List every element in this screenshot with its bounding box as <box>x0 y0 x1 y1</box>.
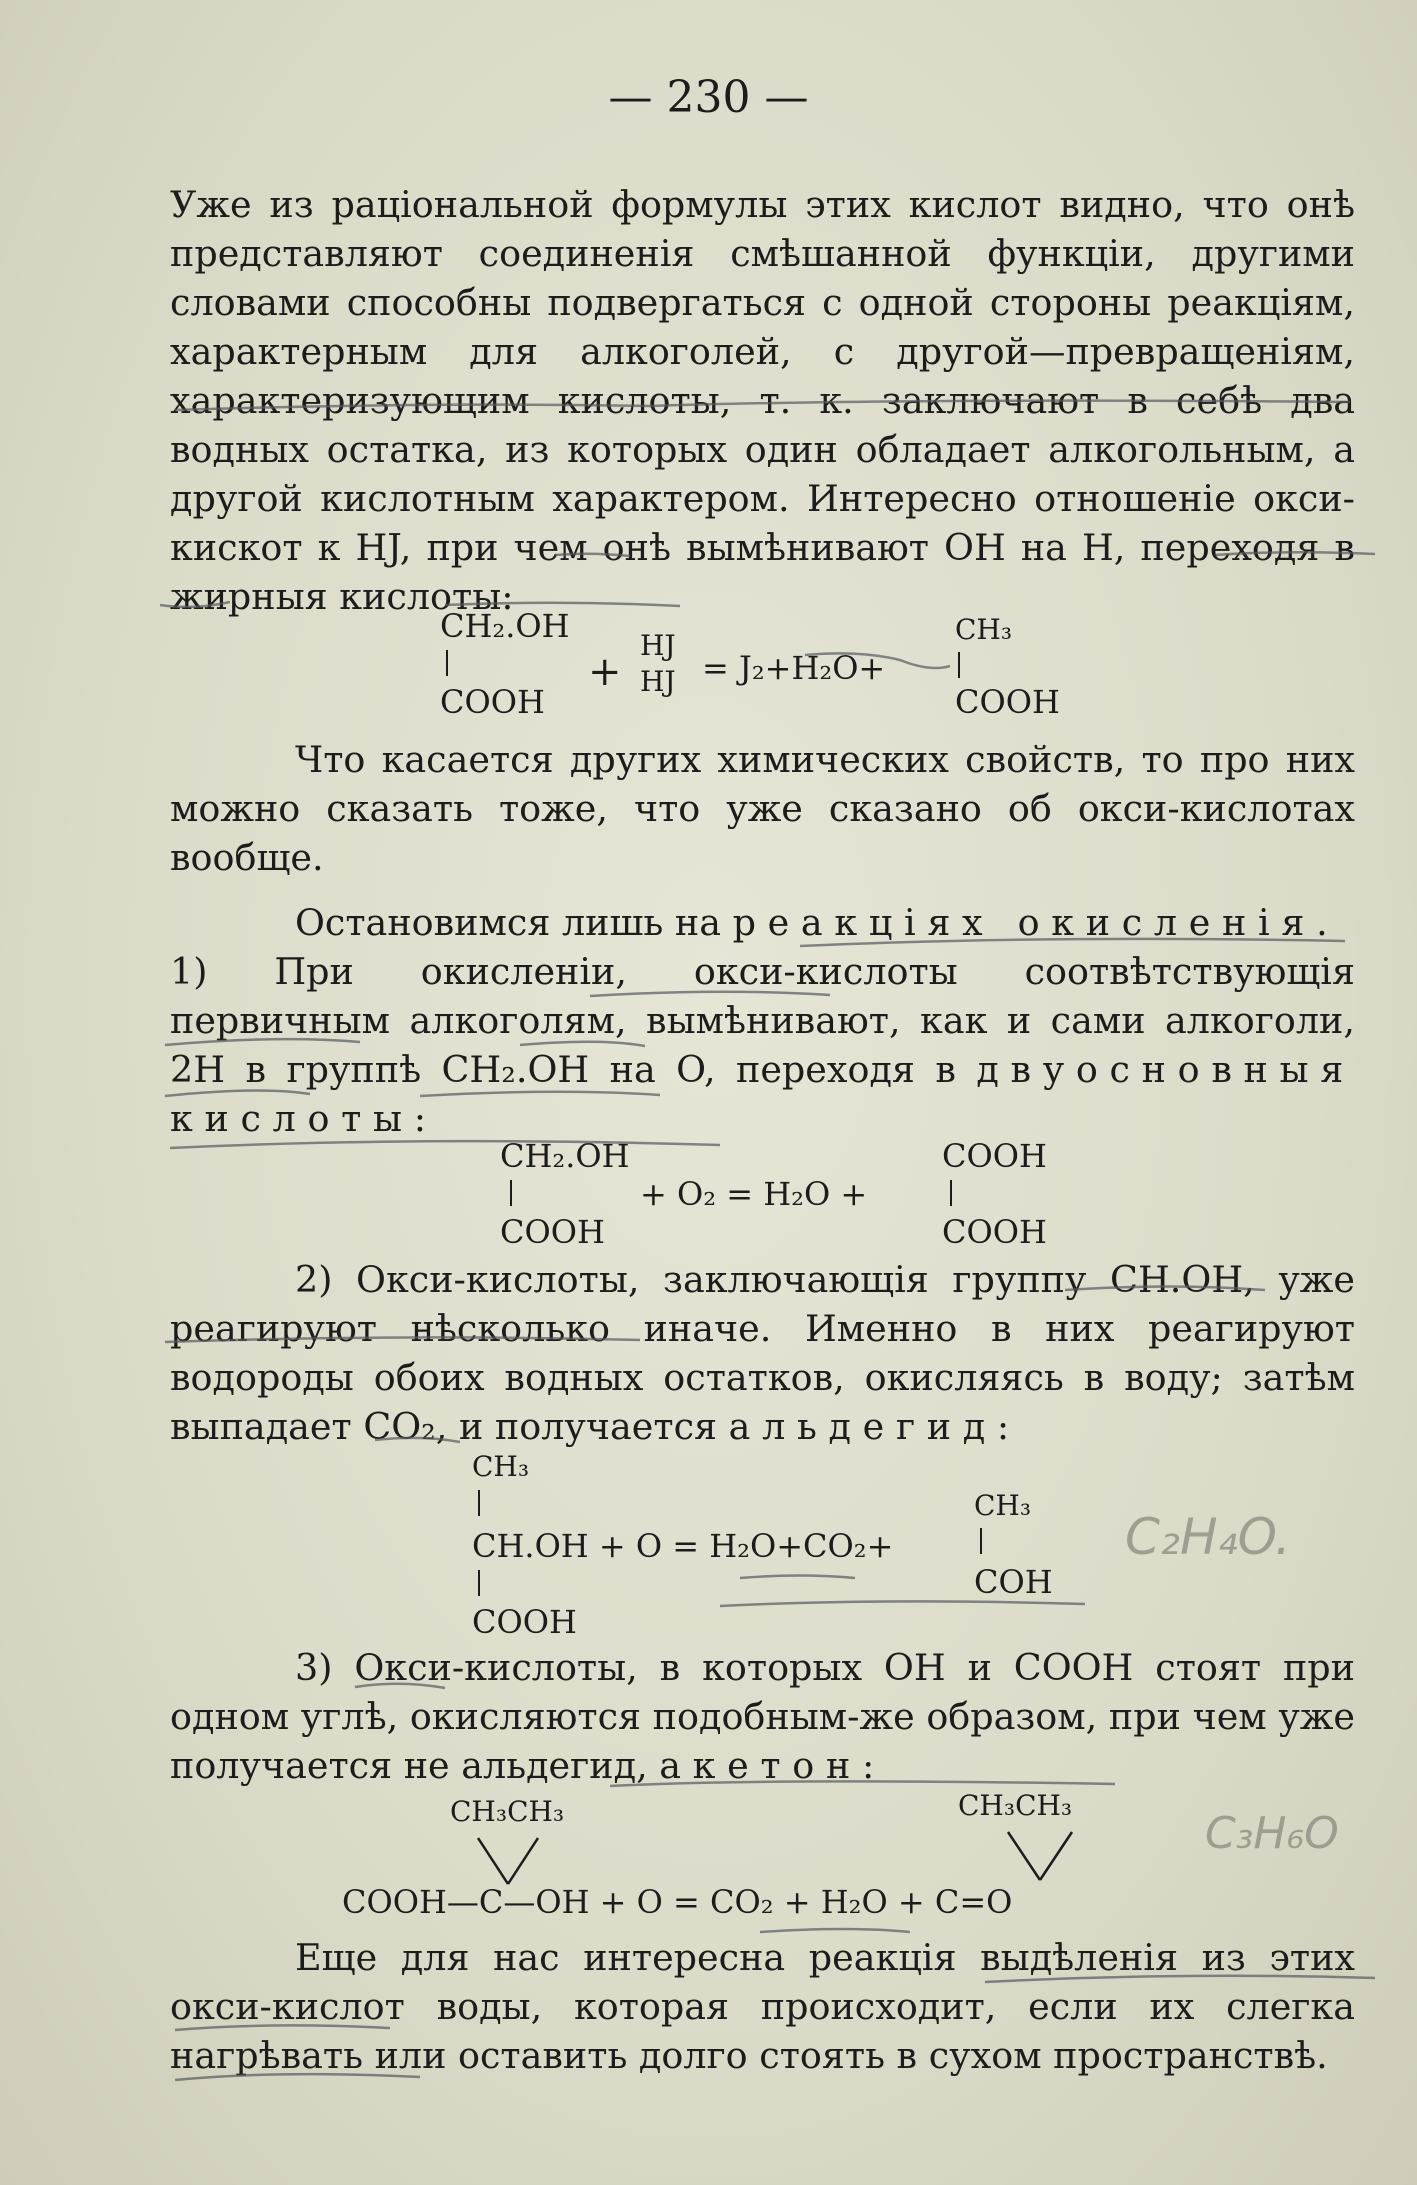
formula3-top: CH₃ <box>472 1450 530 1483</box>
formula1-bottom: COOH <box>440 683 545 721</box>
formula2-r-bottom: COOH <box>942 1213 1047 1251</box>
formula1-hj-bottom: HJ <box>640 665 676 698</box>
page-number: — 230 — <box>608 72 809 123</box>
formula2-mid: + O₂ = H₂O + <box>640 1175 868 1213</box>
formula3-r-top: CH₃ <box>974 1489 1032 1522</box>
margin-note-pencil: C₃H₆O <box>1205 1808 1339 1859</box>
text-run: 1) При окисленіи, окси-кислоты соотвѣтствующія первичным алкоголям, вымѣнивают, как и сами алкоголи, 2H в группѣ CH₂.OH на O, переходя в <box>170 950 1355 1091</box>
formula2-bottom: COOH <box>500 1213 605 1251</box>
spaced-term: альдегид: <box>728 1405 1021 1448</box>
formula3-r-bottom: COH <box>974 1563 1053 1601</box>
formula1-hj-top: HJ <box>640 629 676 662</box>
paragraph-text: Еще для нас интересна реакція выдѣленія из этих окси-кислот воды, которая происходит, если их слегка нагрѣвать или оставить долго стоять в сухом пространствѣ. <box>170 1936 1355 2077</box>
formula3-mid: CH.OH + O = H₂O+CO₂+ <box>472 1527 894 1565</box>
text-run: 2) Окси-кислоты, заключающія группу CH.OH, уже реагируют нѣсколько иначе. Именно в них реагируют водороды обоих водных остатков, окисляясь в воду; затѣм выпадает CO₂, и получается <box>170 1258 1355 1448</box>
text-run: 3) Окси-кислоты, в которых OH и COOH стоят при одном углѣ, окисляются подобным-же образом, при чем уже получается не альдегид, а <box>170 1646 1355 1787</box>
formula1-rhs: = J₂+H₂O+ <box>702 649 886 687</box>
paragraph-text: Что касается других химических свойств, то про них можно сказать тоже, что уже сказано об окси-кислотах вообще. <box>170 738 1355 879</box>
spaced-term: кетон: <box>692 1744 886 1787</box>
formula2-r-top: COOH <box>942 1137 1047 1175</box>
formula1-r-top: CH₃ <box>955 613 1013 646</box>
formula1-top: CH₂.OH <box>440 607 570 645</box>
margin-note-pencil: C₂H₄O. <box>1125 1508 1291 1566</box>
paragraph-text: Уже из раціональной формулы этих кислот видно, что онѣ представляют соединенія смѣшанной функціи, другими словами способны подвергаться с одной стороны реакціям, характерным для алкоголей, с другой—превращеніям, характеризующим кислоты, т. к. заключают в себѣ два водных остатка, из которых один обладает алкогольным, а другой кислотным характером. Интересно отношеніе окси-кискот к HJ, при чем онѣ вымѣнивают OH на H, переходя в жирныя кислоты: <box>170 183 1355 618</box>
formula3-bottom: COOH <box>472 1603 577 1641</box>
paragraph-dehydration <box>170 1933 1355 2080</box>
formula2-top: CH₂.OH <box>500 1137 630 1175</box>
spaced-term: реакціях окисленія. <box>732 901 1340 944</box>
formula4-r-top: CH₃CH₃ <box>958 1789 1073 1822</box>
formula1-r-bottom: COOH <box>955 683 1060 721</box>
spaced-term: двуосновныя кислоты: <box>170 1048 1355 1140</box>
formula4-line: COOH—C—OH + O = CO₂ + H₂O + C=O <box>342 1883 1013 1921</box>
formula4-l-top: CH₃CH₃ <box>450 1795 565 1828</box>
formula1-plus: + <box>588 649 622 695</box>
text-run: Остановимся лишь на <box>295 901 733 944</box>
